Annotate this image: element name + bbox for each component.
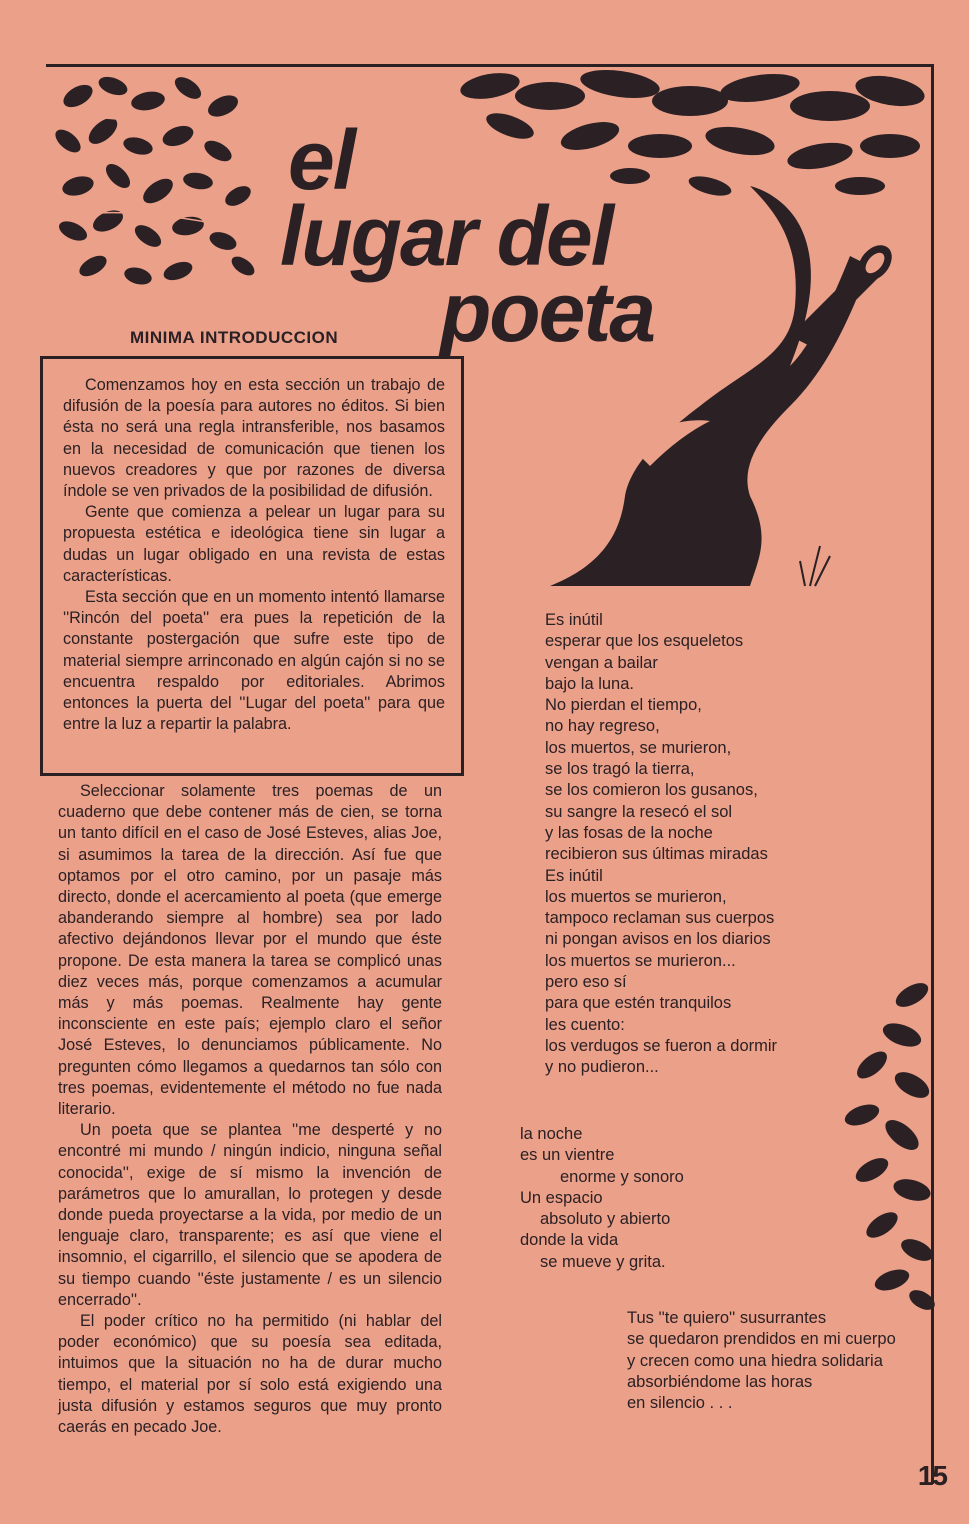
poem-line: bajo la luna. [545,674,634,693]
poem-line: su sangre la resecó el sol [545,802,733,821]
poem-line: se los tragó la tierra, [545,760,695,779]
title-line-1: el [288,113,355,207]
poem-line: enorme y sonoro [560,1167,684,1186]
poem-3 [627,1308,896,1414]
body-paragraph: Seleccionar solamente tres poemas de un cuaderno que debe contener más de cien, se torna un tanto difícil en el caso de José Esteves, alias Joe, si asumimos la tarea de la dirección. Así fue que optamos por el otro camino, por un pasaje más directo, donde el acercamiento al poeta (que emerge abanderando siempre al hombre) sea por lado afectivo dejándonos llevar por el mundo que éste propone. De esta manera la tarea se complicó unas diez veces más, porque comenzamos a acumular más y más poemas. Realmente hay gente inconsciente en este país; ejemplo claro el señor José Esteves, lo denunciamos públicamente. No pregunten cómo llegamos a quedarnos tan sólo con tres poemas, evidentemente el método no fue nada literario. [58,782,442,1119]
poem-line: tampoco reclaman sus cuerpos [545,909,775,928]
poem-line: en silencio . . . [627,1394,733,1413]
foliage-illustration [48,66,258,296]
poem-line: donde la vida [520,1231,619,1250]
title-line-2: lugar del [280,189,613,283]
intro-paragraph: Gente que comienza a pelear un lugar para su propuesta estética e ideológica tiene sin lugar a dudas un lugar obligado en una revista de estas características. [63,503,445,585]
poem-line: No pierdan el tiempo, [545,696,702,715]
poem-line: los muertos, se murieron, [545,738,732,757]
poem-line: se quedaron prendidos en mi cuerpo [627,1330,896,1349]
poem-line: los muertos se murieron, [545,887,727,906]
poem-line: Es inútil [545,611,603,629]
poem-line: y las fosas de la noche [545,823,713,842]
poem-line: absorbiéndome las horas [627,1372,813,1391]
body-paragraph: Un poeta que se plantea ''me desperté y no encontré mi mundo / ningún indicio, ninguna señal conocida'', exige de sí mismo la invención de parámetros que lo amurallan, lo protegen y desde donde pueda proyectarse a la vida, por medio de un lenguaje claro, transparente; es así que viene el insomnio, el cigarrillo, el silencio que se apodera de su tiempo cuando ''éste justamente / es un silencio encerrado''. [58,1121,442,1309]
poem-line: se mueve y grita. [540,1252,666,1271]
poem-line: no hay regreso, [545,717,660,736]
poem-line: vengan a bailar [545,653,658,672]
title-line-3: poeta [440,265,655,359]
poem-line: es un vientre [520,1146,615,1165]
intro-heading: MINIMA INTRODUCCION [130,328,339,347]
poem-line: los muertos se murieron... [545,951,736,970]
poem-line: Es inútil [545,866,603,885]
page-number: 15 [917,1460,947,1491]
poem-line: para que estén tranquilos [545,994,732,1013]
article-body [58,781,442,1438]
page-title [280,113,655,359]
poem-line: y crecen como una hiedra solidaria [627,1351,883,1370]
poem-line: esperar que los esqueletos [545,632,744,651]
poem-line: los verdugos se fueron a dormir [545,1036,778,1055]
poem-line: Tus ''te quiero'' susurrantes [627,1309,827,1327]
poem-line: Un espacio [520,1188,603,1207]
poem-2 [520,1124,684,1273]
poem-line: la noche [520,1125,583,1143]
body-paragraph: El poder crítico no ha permitido (ni hablar del poder económico) que su poesía sea editada, intuimos que la situación no ha de durar mucho tiempo, el material por sí solo está exigiendo una justa difusión y estamos seguros que muy pronto caerás en pecado Joe. [58,1312,442,1437]
intro-paragraph: Esta sección que en un momento intentó llamarse ''Rincón del poeta'' era pues la repetición de la constante postergación que sufre este tipo de material siempre arrinconado en algún cajón si no se encuentra respaldo por editoriales. Abrimos entonces la puerta del ''Lugar del poeta'' para que entre la luz a repartir la palabra. [63,588,445,734]
poem-line: ni pongan avisos en los diarios [545,930,771,949]
poem-line: y no pudieron... [545,1058,659,1077]
intro-box [40,356,464,776]
poem-line: se los comieron los gusanos, [545,781,758,800]
intro-paragraph: Comenzamos hoy en esta sección un trabajo de difusión de la poesía para autores no éditos. Si bien ésta no será una regla intransferible, nos basamos en la necesidad de comunicación que tienen los nuevos creadores y que por razones de diversa índole se ven privados de la posibilidad de difusión. [63,376,445,501]
poem-line: pero eso sí [545,973,627,992]
poem-1 [545,610,777,1079]
poem-line: les cuento: [545,1015,625,1034]
leaves-illustration [832,975,936,1315]
poem-line: absoluto y abierto [540,1210,671,1229]
poem-line: recibieron sus últimas miradas [545,845,768,864]
